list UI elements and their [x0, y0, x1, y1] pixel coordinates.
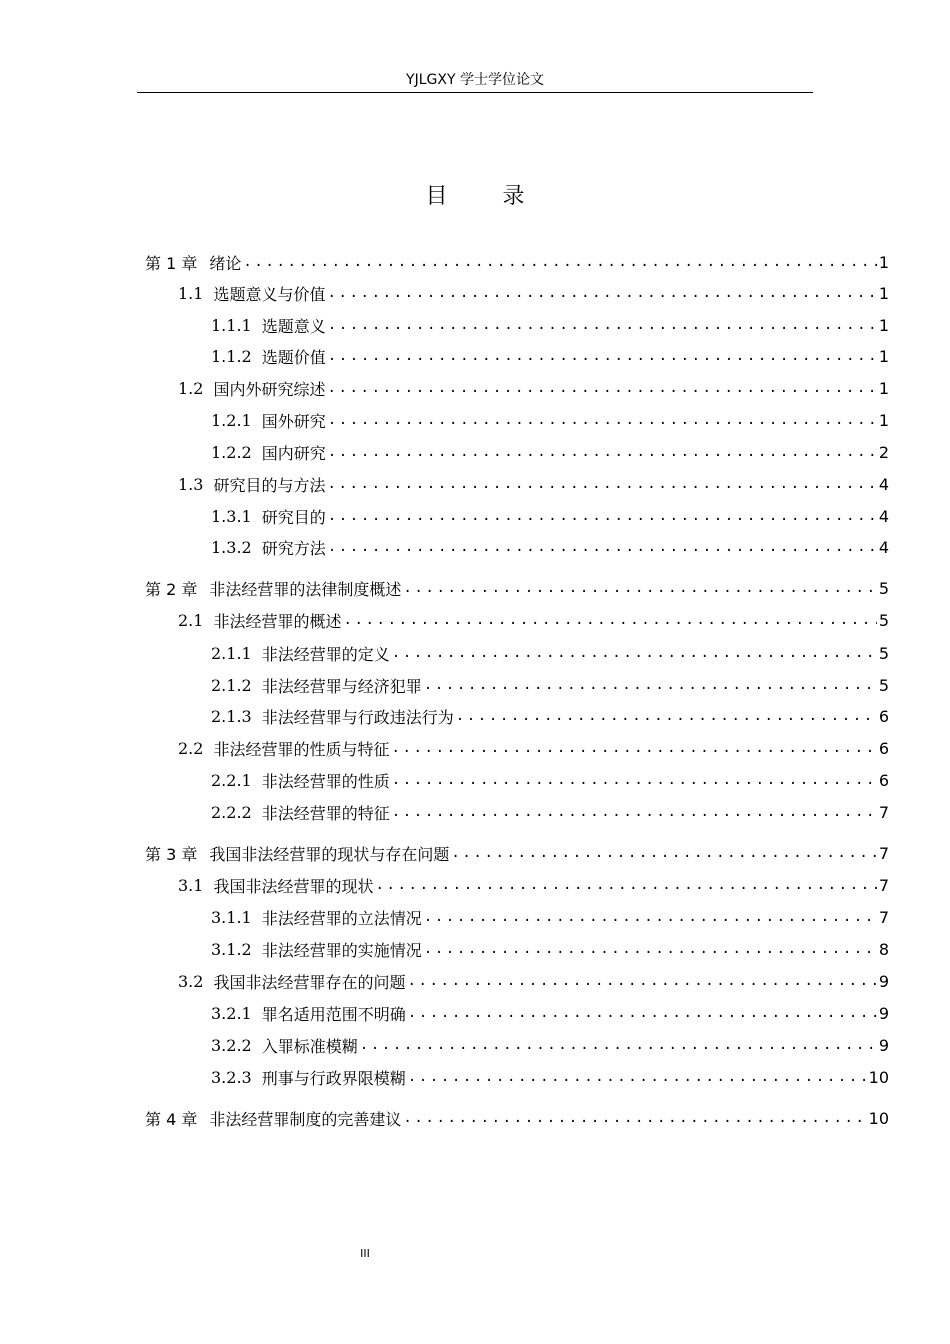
dot-leader — [403, 580, 876, 596]
toc-entry-label: 研究目的与方法 — [213, 475, 326, 495]
toc-entry-page: 1 — [878, 315, 889, 335]
dot-leader — [408, 1069, 867, 1085]
toc-entry[interactable] — [211, 404, 889, 436]
toc-entry[interactable] — [211, 1029, 889, 1061]
dot-leader — [424, 941, 877, 957]
toc-entry-label: 非法经营罪的概述 — [213, 611, 342, 631]
dot-leader — [328, 348, 877, 364]
toc-entry-label: 国内外研究综述 — [213, 379, 326, 399]
toc-entry[interactable] — [145, 1102, 889, 1134]
toc-entry[interactable] — [211, 340, 889, 372]
toc-entry-page: 5 — [878, 610, 889, 630]
toc-entry-label: 非法经营罪与行政违法行为 — [261, 707, 454, 727]
toc-entry-label: 研究方法 — [261, 538, 326, 558]
toc-entry[interactable] — [211, 1061, 889, 1093]
dot-leader — [328, 317, 877, 333]
dot-leader — [327, 380, 876, 396]
toc-entry-page: 7 — [878, 802, 889, 822]
toc-entry[interactable] — [178, 468, 889, 500]
dot-leader — [424, 909, 877, 925]
toc-entry-number: 1.1.2 — [211, 346, 252, 366]
toc-entry-number: 2.1.3 — [211, 706, 252, 726]
toc-entry-label: 绪论 — [209, 253, 242, 273]
toc-entry-number: 1.1 — [178, 283, 204, 303]
toc-entry-number: 3.2.2 — [211, 1035, 252, 1055]
toc-entry-number: 3.2.3 — [211, 1067, 252, 1087]
toc-entry-label: 我国非法经营罪存在的问题 — [213, 972, 406, 992]
toc-entry-page: 4 — [878, 537, 889, 557]
dot-leader — [408, 1005, 877, 1021]
toc-entry[interactable] — [145, 246, 889, 278]
toc-entry-label: 选题意义与价值 — [213, 284, 326, 304]
toc-entry-label: 非法经营罪的性质 — [261, 771, 390, 791]
dot-leader — [328, 539, 877, 555]
toc-entry-number: 1.1.1 — [211, 315, 252, 335]
toc-entry[interactable] — [178, 732, 889, 764]
toc-entry-label: 非法经营罪的特征 — [261, 803, 390, 823]
toc-entry-page: 9 — [878, 971, 889, 991]
toc-entry-page: 1 — [878, 378, 889, 398]
toc-entry[interactable] — [211, 669, 889, 701]
toc-entry-number: 第 3 章 — [145, 844, 198, 864]
toc-entry-number: 第 2 章 — [145, 579, 198, 599]
toc-entry-label: 非法经营罪的定义 — [261, 644, 390, 664]
toc-entry-page: 1 — [878, 346, 889, 366]
toc-entry-number: 1.3.2 — [211, 537, 252, 557]
toc-entry[interactable] — [211, 700, 889, 732]
dot-leader — [391, 740, 876, 756]
toc-entry-number: 1.2 — [178, 378, 204, 398]
dot-leader — [403, 1110, 866, 1126]
toc-entry[interactable] — [211, 901, 889, 933]
toc-entry[interactable] — [178, 372, 889, 404]
toc-entry-page: 10 — [868, 1108, 889, 1128]
toc-entry-number: 第 4 章 — [145, 1109, 198, 1129]
dot-leader — [375, 877, 876, 893]
toc-entry-label: 选题价值 — [261, 347, 326, 367]
dot-leader — [451, 845, 876, 861]
toc-entry-page: 2 — [878, 442, 889, 462]
page-number-footer: III — [360, 1247, 370, 1260]
toc-entry-number: 1.3 — [178, 474, 204, 494]
toc-entry[interactable] — [211, 933, 889, 965]
toc-entry-page: 4 — [878, 506, 889, 526]
toc-entry-page: 9 — [878, 1003, 889, 1023]
toc-entry-label: 入罪标准模糊 — [261, 1036, 358, 1056]
toc-entry[interactable] — [211, 997, 889, 1029]
dot-leader — [360, 1037, 877, 1053]
toc-entry-page: 4 — [878, 474, 889, 494]
toc-entry-number: 1.2.1 — [211, 410, 252, 430]
toc-entry-page: 1 — [878, 283, 889, 303]
toc-entry-page: 9 — [878, 1035, 889, 1055]
dot-leader — [343, 612, 876, 628]
toc-entry-number: 2.2.2 — [211, 802, 252, 822]
toc-entry-number: 2.1.1 — [211, 643, 252, 663]
toc-entry-number: 3.2 — [178, 971, 204, 991]
toc-entry[interactable] — [178, 869, 889, 901]
toc-entry-number: 1.3.1 — [211, 506, 252, 526]
toc-entry-label: 研究目的 — [261, 507, 326, 527]
page-header: YJLGXY 学士学位论文 — [406, 72, 544, 88]
toc-entry-page: 8 — [878, 939, 889, 959]
toc-entry-page: 7 — [878, 907, 889, 927]
toc-entry[interactable] — [211, 309, 889, 341]
toc-entry-page: 7 — [878, 875, 889, 895]
dot-leader — [328, 412, 877, 428]
dot-leader — [424, 677, 877, 693]
toc-entry-page: 6 — [878, 738, 889, 758]
toc-entry-page: 5 — [878, 578, 889, 598]
toc-entry-number: 3.1 — [178, 875, 204, 895]
toc-entry-number: 2.1.2 — [211, 675, 252, 695]
toc-entry[interactable] — [211, 796, 889, 828]
dot-leader — [456, 708, 877, 724]
toc-entry-label: 非法经营罪的立法情况 — [261, 908, 422, 928]
toc-entry-number: 2.2.1 — [211, 770, 252, 790]
toc-entry-number: 2.2 — [178, 738, 204, 758]
dot-leader — [328, 508, 877, 524]
toc-entry[interactable] — [211, 764, 889, 796]
toc-entry-page: 10 — [868, 1067, 889, 1087]
toc-entry[interactable] — [178, 965, 889, 997]
dot-leader — [243, 254, 876, 270]
toc-entry-label: 刑事与行政界限模糊 — [261, 1068, 406, 1088]
toc-entry-label: 非法经营罪的实施情况 — [261, 940, 422, 960]
toc-entry-label: 非法经营罪制度的完善建议 — [209, 1109, 402, 1129]
toc-entry-page: 5 — [878, 675, 889, 695]
toc-entry-number: 第 1 章 — [145, 253, 198, 273]
header-rule — [137, 92, 813, 93]
dot-leader — [392, 804, 877, 820]
toc-entry-label: 非法经营罪的法律制度概述 — [209, 579, 402, 599]
toc-entry-page: 6 — [878, 770, 889, 790]
toc-entry[interactable] — [211, 637, 889, 669]
toc-entry[interactable] — [211, 500, 889, 532]
toc-title: 目 录 — [425, 184, 549, 209]
dot-leader — [328, 444, 877, 460]
toc-entry[interactable] — [178, 277, 889, 309]
toc-entry-label: 选题意义 — [261, 316, 326, 336]
toc-entry-label: 非法经营罪的性质与特征 — [213, 739, 390, 759]
toc-entry[interactable] — [211, 436, 889, 468]
toc-entry-number: 3.1.2 — [211, 939, 252, 959]
toc-entry-number: 2.1 — [178, 610, 204, 630]
toc-entry[interactable] — [211, 531, 889, 563]
toc-entry[interactable] — [145, 837, 889, 869]
toc-entry[interactable] — [145, 572, 889, 604]
toc-entry-number: 3.2.1 — [211, 1003, 252, 1023]
toc-entry-label: 非法经营罪与经济犯罪 — [261, 676, 422, 696]
toc-entry-label: 我国非法经营罪的现状与存在问题 — [209, 844, 450, 864]
toc-entry-page: 1 — [878, 410, 889, 430]
dot-leader — [327, 285, 876, 301]
dot-leader — [407, 973, 876, 989]
toc-entry-number: 1.2.2 — [211, 442, 252, 462]
toc-entry-label: 国外研究 — [261, 411, 326, 431]
toc-entry-label: 国内研究 — [261, 443, 326, 463]
toc-entry-page: 7 — [878, 843, 889, 863]
toc-entry-page: 5 — [878, 643, 889, 663]
toc-entry-page: 1 — [878, 252, 889, 272]
toc-entry[interactable] — [178, 604, 889, 636]
dot-leader — [327, 476, 876, 492]
dot-leader — [392, 772, 877, 788]
toc-entry-page: 6 — [878, 706, 889, 726]
toc-entry-label: 我国非法经营罪的现状 — [213, 876, 374, 896]
toc-entry-number: 3.1.1 — [211, 907, 252, 927]
dot-leader — [392, 645, 877, 661]
toc-entry-label: 罪名适用范围不明确 — [261, 1004, 406, 1024]
